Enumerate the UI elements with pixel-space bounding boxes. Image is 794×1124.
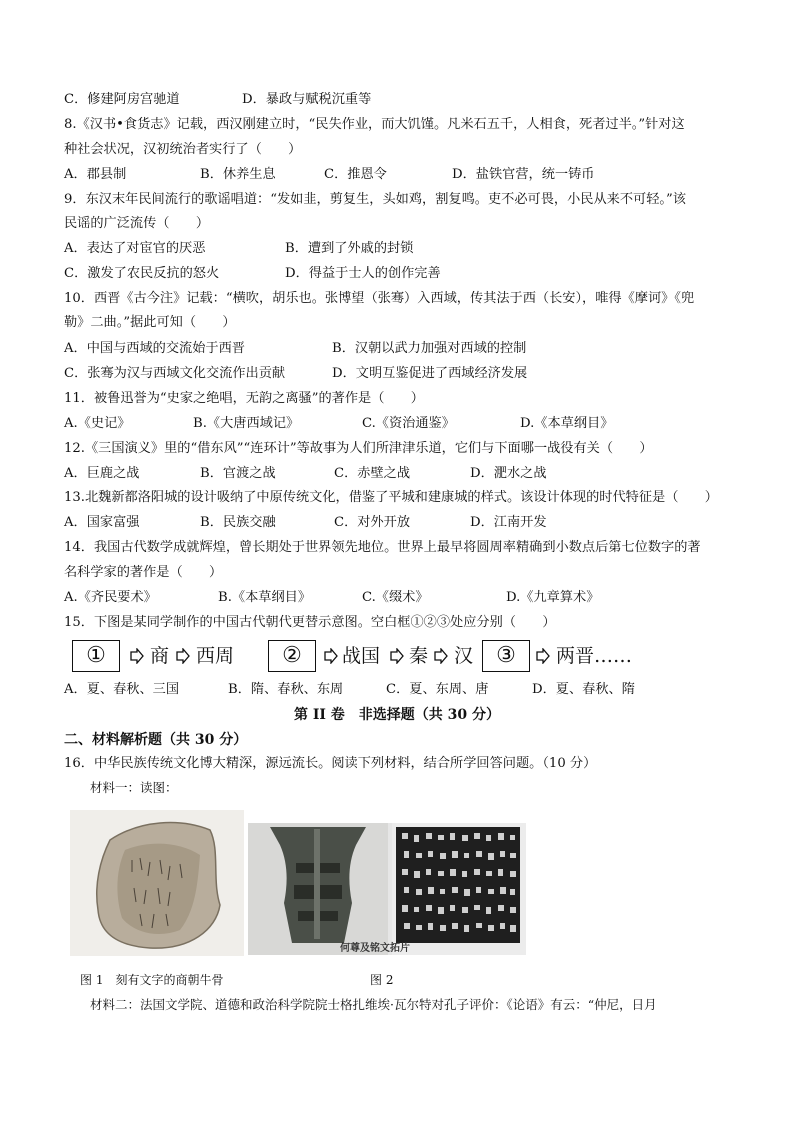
q15-option-c: C．夏、东周、唐	[386, 682, 489, 697]
q13-option-a: A．国家富强	[64, 515, 140, 530]
q8-option-c: C．推恩令	[324, 167, 387, 182]
q12-option-c: C．赤壁之战	[334, 466, 411, 481]
fig2-inner-label: 何尊及铭文拓片	[340, 943, 410, 954]
fig2-caption: 图 2	[370, 973, 394, 987]
q11-option-c: C.《资治通鉴》	[362, 416, 455, 431]
q16-stem: 16．中华民族传统文化博大精深，源远流长。阅读下列材料，结合所学回答问题。（10 分）	[64, 756, 597, 771]
q12-stem: 12.《三国演义》里的“借东风”“连环计”等故事为人们所津津乐道，它们与下面哪一战役有关（ ）	[64, 441, 653, 456]
dynasty-label: 西周	[196, 645, 235, 667]
blank-box-1: ①	[72, 640, 120, 672]
q12-option-a: A．巨鹿之战	[64, 466, 140, 481]
q14-option-a: A.《齐民要术》	[64, 590, 157, 605]
q14-option-d: D.《九章算术》	[506, 590, 600, 605]
q7-option-c: C．修建阿房宫驰道	[64, 92, 180, 107]
hollow-right-arrow-icon	[130, 648, 144, 664]
q14-option-b: B.《本草纲目》	[218, 590, 312, 605]
q13-option-c: C．对外开放	[334, 515, 411, 530]
q14-stem-line1: 14．我国古代数学成就辉煌，曾长期处于世界领先地位。世界上最早将圆周率精确到小数点后第七位数字的著	[64, 540, 701, 555]
q10-option-c: C．张骞为汉与西域文化交流作出贡献	[64, 366, 286, 381]
q9-option-d: D．得益于士人的创作完善	[285, 266, 441, 281]
q9-option-c: C．激发了农民反抗的怒火	[64, 266, 220, 281]
q11-option-d: D.《本草纲目》	[520, 416, 614, 431]
oracle-bone-image	[70, 810, 244, 956]
q15-option-d: D．夏、春秋、隋	[532, 682, 635, 697]
q10-option-d: D．文明互鉴促进了西域经济发展	[332, 366, 528, 381]
blank-box-3: ③	[482, 640, 530, 672]
q12-option-d: D．淝水之战	[470, 466, 547, 481]
q14-stem-line2: 名科学家的著作是（ ）	[64, 565, 223, 580]
material2-text: 材料二：法国文学院、道德和政治科学院院士格扎维埃·瓦尔特对孔子评价：《论语》有云：“仲尼，日月	[90, 997, 657, 1012]
section2-title: 二、材料解析题（共 30 分）	[64, 732, 248, 748]
q10-option-b: B．汉朝以武力加强对西域的控制	[332, 341, 527, 356]
dynasty-label: 战国	[342, 645, 381, 667]
hollow-right-arrow-icon	[176, 648, 190, 664]
dynasty-flow-diagram	[72, 640, 722, 676]
q12-option-b: B．官渡之战	[200, 466, 276, 481]
q9-option-a: A．表达了对宦官的厌恶	[64, 241, 206, 256]
q8-option-b: B．休养生息	[200, 167, 276, 182]
dynasty-label: 两晋……	[556, 645, 633, 667]
q11-option-b: B.《大唐西域记》	[193, 416, 300, 431]
q9-option-b: B．遭到了外戚的封锁	[285, 241, 414, 256]
q13-option-b: B．民族交融	[200, 515, 276, 530]
q8-stem-line2: 种社会状况，汉初统治者实行了（ ）	[64, 142, 302, 157]
q13-stem: 13.北魏新都洛阳城的设计吸纳了中原传统文化，借鉴了平城和建康城的样式。该设计体现的时代特征是（ ）	[64, 490, 718, 505]
q9-stem-line1: 9．东汉末年民间流行的歌谣唱道：“发如韭，剪复生，头如鸡，割复鸣。吏不必可畏，小民从来不可轻。”该	[64, 192, 686, 207]
dynasty-label: 秦	[409, 645, 429, 667]
q8-option-a: A．郡县制	[64, 167, 127, 182]
he-zun-image	[248, 823, 526, 955]
q14-option-c: C.《缀术》	[362, 590, 429, 605]
fig1-caption: 图 1 刻有文字的商朝牛骨	[80, 973, 224, 987]
hollow-right-arrow-icon	[434, 648, 448, 664]
dynasty-label: 汉	[454, 645, 474, 667]
hollow-right-arrow-icon	[390, 648, 404, 664]
q11-stem: 11．被鲁迅誉为“史家之绝唱，无韵之离骚”的著作是（ ）	[64, 391, 424, 406]
material1-label: 材料一：读图：	[90, 780, 178, 795]
q8-option-d: D．盐铁官营，统一铸币	[452, 167, 595, 182]
q8-stem-line1: 8.《汉书•食货志》记载，西汉刚建立时，“民失作业，而大饥馑。凡米石五千，人相食，死者过半。”针对这	[64, 117, 685, 132]
q15-option-b: B．隋、春秋、东周	[228, 682, 344, 697]
part2-title: 第 II 卷 非选择题（共 30 分）	[293, 707, 501, 723]
q11-option-a: A.《史记》	[64, 416, 131, 431]
q10-option-a: A．中国与西域的交流始于西晋	[64, 341, 245, 356]
q10-stem-line1: 10．西晋《古今注》记载：“横吹，胡乐也。张博望（张骞）入西域，传其法于西（长安），唯得《摩诃》《兜	[64, 291, 695, 306]
q10-stem-line2: 勒》二曲。”据此可知（ ）	[64, 315, 236, 330]
q9-stem-line2: 民谣的广泛流传（ ）	[64, 216, 210, 231]
blank-box-2: ②	[268, 640, 316, 672]
hollow-right-arrow-icon	[536, 648, 550, 664]
q13-option-d: D．江南开发	[470, 515, 547, 530]
q15-stem: 15．下图是某同学制作的中国古代朝代更替示意图。空白框①②③处应分别（ ）	[64, 615, 556, 630]
hollow-right-arrow-icon	[324, 648, 338, 664]
q15-option-a: A．夏、春秋、三国	[64, 682, 180, 697]
q7-option-d: D．暴政与赋税沉重等	[242, 92, 372, 107]
dynasty-label: 商	[150, 645, 170, 667]
